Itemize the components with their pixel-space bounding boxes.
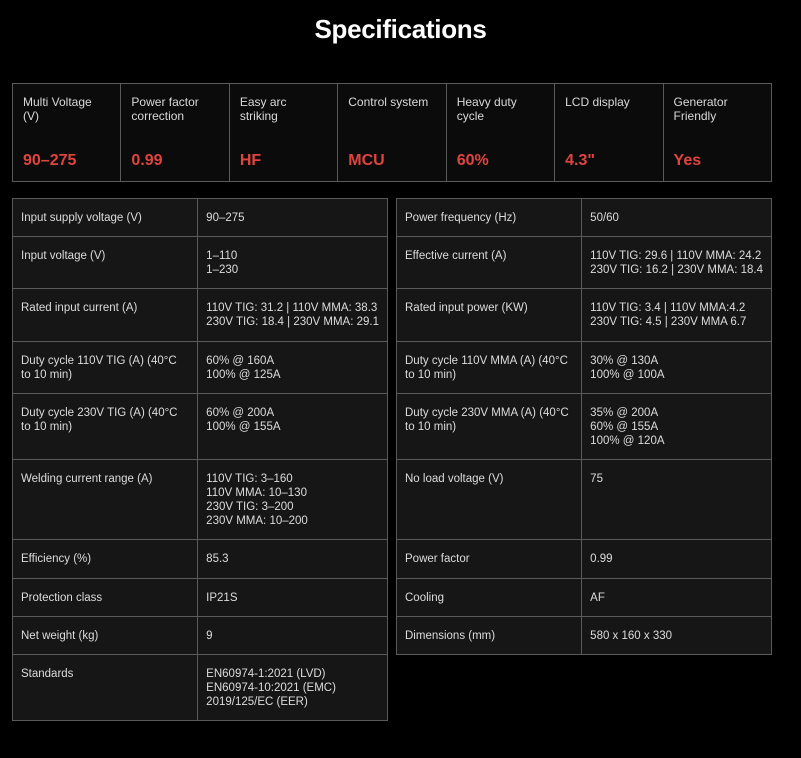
table-row [397,394,772,460]
spec-key: Duty cycle 110V MMA (A) (40°C to 10 min) [397,342,582,394]
feature-value: 90–275 [23,152,77,169]
table-row [397,199,772,237]
table-row [13,237,388,289]
table-row [13,655,388,721]
feature-value: Yes [673,152,702,169]
spec-value-line: 1–230 [206,264,239,276]
spec-value [198,394,388,460]
spec-value-line: 60% @ 200A [206,407,275,419]
spec-key: Power frequency (Hz) [397,199,582,237]
spec-value [582,617,772,655]
feature-value: 4.3" [565,152,595,169]
spec-value-line: 50/60 [590,212,619,224]
table-row [13,540,388,579]
table-row [397,342,772,394]
feature-card [338,84,446,181]
spec-value [582,540,772,579]
spec-key: Effective current (A) [397,237,582,289]
spec-value-line: 0.99 [590,553,613,565]
spec-value-line: EN60974-10:2021 (EMC) [206,682,336,694]
spec-value [198,460,388,540]
page-title: Specifications [314,14,487,44]
spec-value [582,579,772,617]
spec-value-line: AF [590,592,605,604]
spec-value [582,394,772,460]
table-row [397,460,772,540]
spec-value [582,199,772,237]
feature-value: 60% [456,152,489,169]
spec-value-line: 35% @ 200A [590,407,659,419]
spec-value-line: 100% @ 120A [590,435,665,447]
table-row [13,342,388,394]
spec-value-line: 9 [206,630,213,642]
spec-value-line: 110V TIG: 3–160 [206,473,293,485]
spec-key: Power factor [397,540,582,579]
spec-key: Cooling [397,579,582,617]
spec-value-line: 230V TIG: 16.2 | 230V MMA: 18.4 [590,264,763,276]
spec-value-line: 230V TIG: 18.4 | 230V MMA: 29.1 [206,316,379,328]
feature-label: Generator Friendly [673,95,728,123]
spec-table-right [396,198,772,655]
spec-value [582,237,772,289]
feature-card [121,84,229,181]
feature-label: Control system [348,95,429,109]
spec-key: Input voltage (V) [13,237,198,289]
spec-value-line: IP21S [206,592,238,604]
table-row [13,394,388,460]
spec-value-line: 100% @ 125A [206,369,281,381]
spec-key: Duty cycle 110V TIG (A) (40°C to 10 min) [13,342,198,394]
feature-label: Heavy duty cycle [456,95,517,123]
spec-value-line: 230V MMA: 10–200 [206,515,308,527]
spec-value [198,237,388,289]
spec-key: Protection class [13,579,198,617]
feature-label: Easy arc striking [239,95,287,123]
spec-value-line: 2019/125/EC (EER) [206,696,308,708]
spec-key: Duty cycle 230V TIG (A) (40°C to 10 min) [13,394,198,460]
spec-value-line: 110V TIG: 29.6 | 110V MMA: 24.2 [590,250,762,262]
spec-value-line: 90–275 [206,212,245,224]
spec-value-line: 110V TIG: 31.2 | 110V MMA: 38.3 [206,302,378,314]
spec-value-line: EN60974-1:2021 (LVD) [206,668,326,680]
table-row [397,289,772,342]
feature-label: LCD display [565,95,630,109]
spec-value [582,289,772,342]
feature-label: Multi Voltage (V) [23,95,92,123]
spec-value-line: 110V MMA: 10–130 [206,487,307,499]
spec-value-line: 60% @ 155A [590,421,659,433]
feature-card [13,84,121,181]
table-row [397,579,772,617]
spec-value-line: 60% @ 160A [206,355,275,367]
table-row [13,199,388,237]
spec-key: Welding current range (A) [13,460,198,540]
table-row [13,460,388,540]
spec-key: Rated input current (A) [13,289,198,342]
table-row [397,237,772,289]
spec-value-line: 85.3 [206,553,229,565]
spec-key: Duty cycle 230V MMA (A) (40°C to 10 min) [397,394,582,460]
spec-value [198,289,388,342]
feature-value: HF [239,152,262,169]
table-row [13,617,388,655]
spec-value [198,342,388,394]
feature-strip [12,83,772,182]
spec-key: Input supply voltage (V) [13,199,198,237]
spec-value-line: 230V TIG: 4.5 | 230V MMA 6.7 [590,316,747,328]
feature-value: 0.99 [131,152,163,169]
table-row [397,540,772,579]
feature-card [664,84,771,181]
feature-card [230,84,338,181]
spec-key: No load voltage (V) [397,460,582,540]
spec-value [582,460,772,540]
feature-label: Power factor correction [131,95,199,123]
feature-value: MCU [348,152,385,169]
feature-card [555,84,663,181]
spec-value-line: 30% @ 130A [590,355,659,367]
spec-table-left [12,198,388,721]
feature-card [447,84,555,181]
spec-value-line: 100% @ 155A [206,421,281,433]
spec-key: Net weight (kg) [13,617,198,655]
spec-value-line: 580 x 160 x 330 [590,630,673,642]
table-row [13,579,388,617]
spec-value [198,655,388,721]
spec-value [198,617,388,655]
spec-value-line: 75 [590,473,603,485]
spec-key: Efficiency (%) [13,540,198,579]
spec-key: Standards [13,655,198,721]
spec-value [582,342,772,394]
spec-value-line: 100% @ 100A [590,369,665,381]
spec-value [198,579,388,617]
spec-value-line: 110V TIG: 3.4 | 110V MMA:4.2 [590,302,746,314]
table-row [13,289,388,342]
spec-key: Dimensions (mm) [397,617,582,655]
spec-value [198,199,388,237]
spec-value-line: 230V TIG: 3–200 [206,501,294,513]
table-row [397,617,772,655]
spec-value [198,540,388,579]
spec-key: Rated input power (KW) [397,289,582,342]
spec-value-line: 1–110 [206,250,238,262]
